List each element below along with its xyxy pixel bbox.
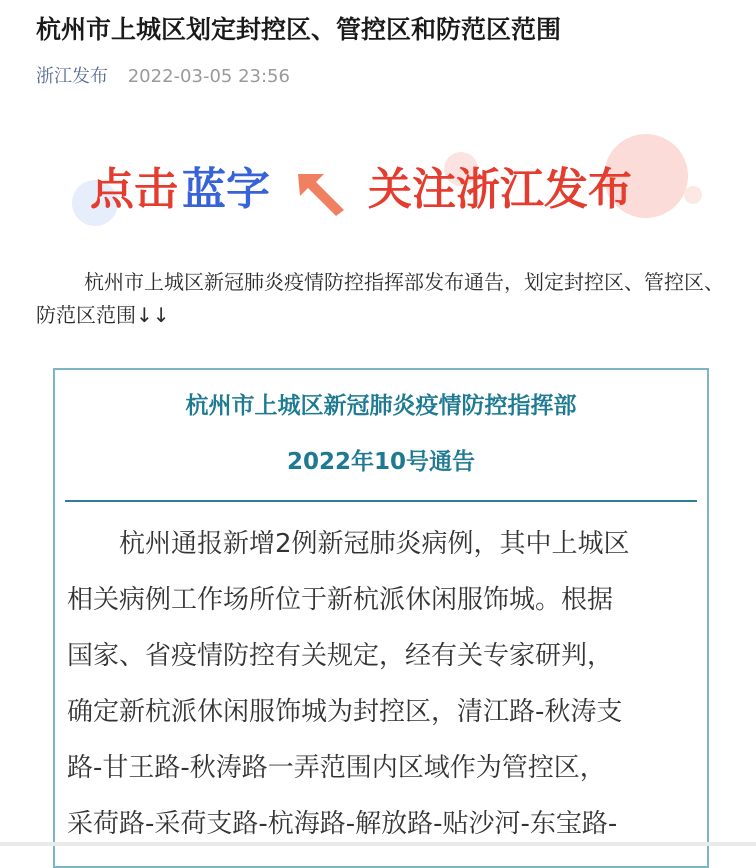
banner-text-blue: 蓝字 [182,164,270,215]
notice-body-line: 确定新杭派休闲服饰城为封控区，清江路-秋涛支 [67,697,623,727]
article-meta [36,64,290,90]
notice-body-line: 杭州通报新增2例新冠肺炎病例，其中上城区 [119,529,630,559]
page-bottom-edge [0,842,756,846]
publish-time: 2022-03-05 23:56 [127,66,290,87]
notice-body-line: 采荷路-采荷支路-杭海路-解放路-贴沙河-东宝路- [67,809,618,839]
account-name-link[interactable]: 浙江发布 [36,66,108,87]
article-title: 杭州市上城区划定封控区、管控区和防范区范围 [36,15,562,44]
arrow-up-left-icon [294,168,350,218]
banner-text-click: 点击 [90,164,178,215]
intro-paragraph: 杭州市上城区新冠肺炎疫情防控指挥部发布通告，划定封控区、管控区、防范区范围↓↓ [36,270,724,327]
notice-body-line: 相关病例工作场所位于新杭派休闲服饰城。根据 [67,585,614,615]
notice-number: 2022年10号通告 [286,449,476,475]
decor-circle [684,186,702,204]
notice-card [53,368,709,868]
notice-body-line: 路-甘王路-秋涛路一弄范围内区域作为管控区， [67,753,606,783]
divider [65,500,697,502]
banner-text-follow: 关注浙江发布 [368,164,632,215]
notice-heading: 杭州市上城区新冠肺炎疫情防控指挥部 [185,393,577,419]
notice-body-line: 国家、省疫情防控有关规定，经有关专家研判， [67,641,614,671]
follow-banner[interactable] [72,130,692,250]
